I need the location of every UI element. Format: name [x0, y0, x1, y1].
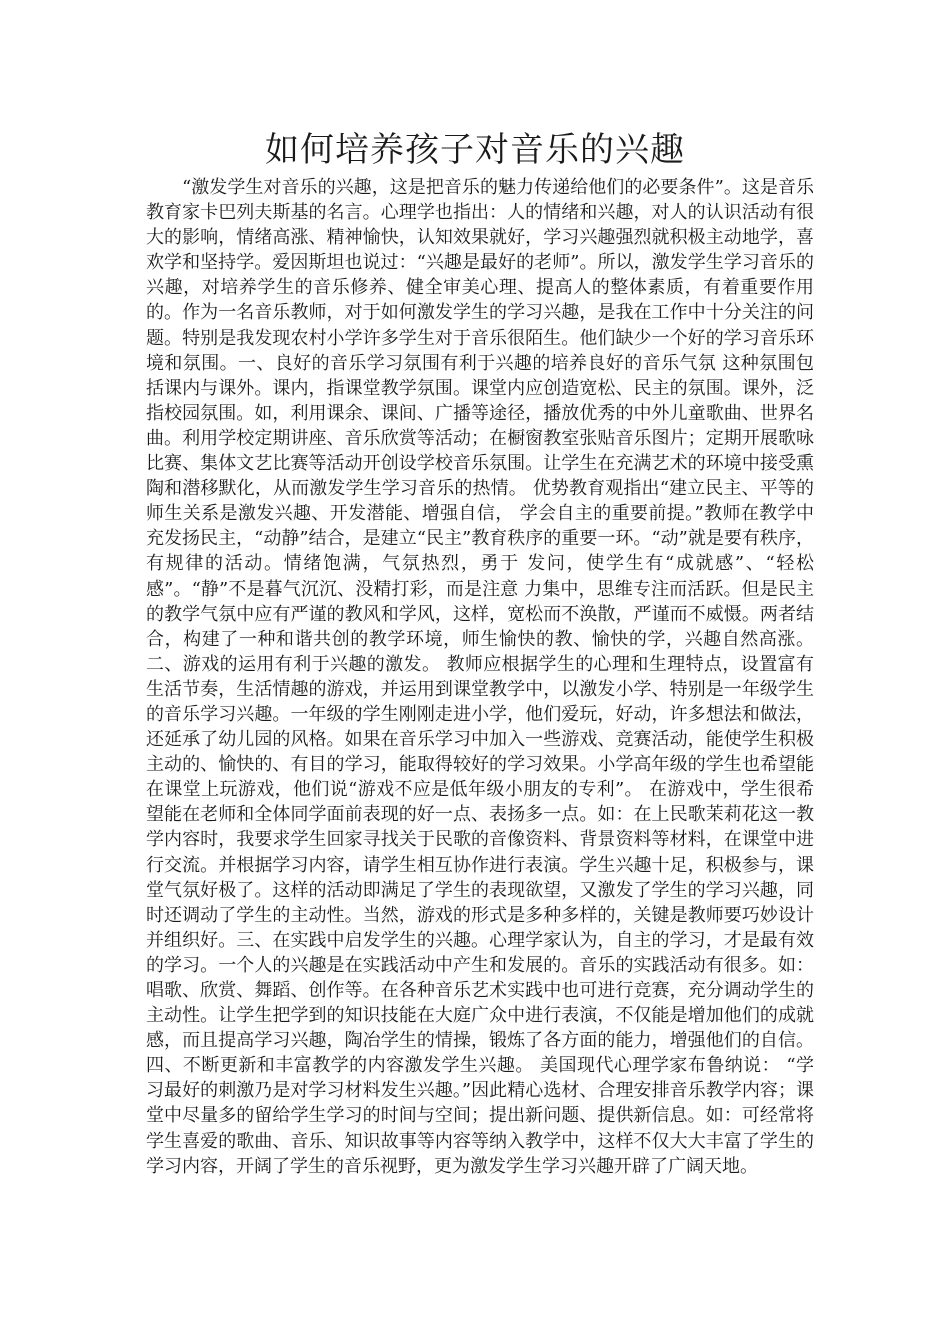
page-title: 如何培养孩子对音乐的兴趣: [265, 130, 685, 170]
body-paragraph: “激发学生对音乐的兴趣，这是把音乐的魅力传递给他们的必要条件”。这是音乐教育家卡巴列夫斯基的名言。心理学也指出：人的情绪和兴趣，对人的认识活动有很大的影响，情绪高涨、精神愉快，认知效果就好，学习兴趣强烈就积极主动地学，喜欢学和坚持学。爱因斯坦也说过：“兴趣是最好的老师”。所以，激发学生学习音乐的兴趣，对培养学生的音乐修养、健全审美心理、提高人的整体素质，有着重要作用的。作为一名音乐教师，对于如何激发学生的学习兴趣，是我在工作中十分关注的问题。特别是我发现农村小学许多学生对于音乐很陌生。他们缺少一个好的学习音乐环境和氛围。一、良好的音乐学习氛围有利于兴趣的培养良好的音乐气氛 这种氛围包括课内与课外。课内，指课堂教学氛围。课堂内应创造宽松、民主的氛围。课外，泛指校园氛围。如，利用课余、课间、广播等途径，播放优秀的中外儿童歌曲、世界名曲。利用学校定期讲座、音乐欣赏等活动；在橱窗教室张贴音乐图片；定期开展歌咏比赛、集体文艺比赛等活动开创设学校音乐氛围。让学生在充满艺术的环境中接受熏陶和潜移默化，从而激发学生学习音乐的热情。 优势教育观指出“建立民主、平等的师生关系是激发兴趣、开发潜能、增强自信， 学会自主的重要前提。”教师在教学中充发扬民主，“动静”结合，是建立“民主”教育秩序的重要一环。“动”就是要有秩序，有规律的活动。情绪饱满，气氛热烈，勇于 发问，使学生有“成就感”、“轻松感”。“静”不是暮气沉沉、没精打彩，而是注意 力集中，思维专注而活跃。但是民主的教学气氛中应有严谨的教风和学风，这样，宽松而不涣散，严谨而不威慑。两者结合，构建了一种和谐共创的教学环境，师生愉快的教、愉快的学，兴趣自然高涨。二、游戏的运用有利于兴趣的激发。 教师应根据学生的心理和生理特点，设置富有生活节奏，生活情趣的游戏，并运用到课堂教学中，以激发小学、特别是一年级学生的音乐学习兴趣。一年级的学生刚刚走进小学，他们爱玩，好动，许多想法和做法，还延承了幼儿园的风格。如果在音乐学习中加入一些游戏、竞赛活动，能使学生积极主动的、愉快的、有目的学习，能取得较好的学习效果。小学高年级的学生也希望能在课堂上玩游戏，他们说“游戏不应是低年级小朋友的专利”。 在游戏中，学生很希望能在老师和全体同学面前表现的好一点、表扬多一点。如：在上民歌茉莉花这一教学内容时，我要求学生回家寻找关于民歌的音像资料、背景资料等材料，在课堂中进行交流。并根据学习内容，请学生相互协作进行表演。学生兴趣十足，积极参与，课堂气氛好极了。这样的活动即满足了学生的表现欲望，又激发了学生的学习兴趣，同时还调动了学生的主动性。当然，游戏的形式是多种多样的，关键是教师要巧妙设计并组织好。三、在实践中启发学生的兴趣。心理学家认为，自主的学习，才是最有效的学习。一个人的兴趣是在实践活动中产生和发展的。音乐的实践活动有很多。如：唱歌、欣赏、舞蹈、创作等。在各种音乐艺术实践中也可进行竞赛，充分调动学生的主动性。让学生把学到的知识技能在大庭广众中进行表演，不仅能是增加他们的成就感，而且提高学习兴趣，陶冶学生的情操，锻炼了各方面的能力，增强他们的自信。 四、不断更新和丰富教学的内容激发学生兴趣。 美国现代心理学家布鲁纳说： “学习最好的刺激乃是对学习材料发生兴趣。”因此精心选材、合理安排音乐教学内容；课堂中尽量多的留给学生学习的时间与空间；提出新问题、提供新信息。如：可经常将学生喜爱的歌曲、音乐、知识故事等内容等纳入教学中，这样不仅大大丰富了学生的学习内容，开阔了学生的音乐视野，更为激发学生学习兴趣开辟了广阔天地。: [146, 177, 814, 1177]
